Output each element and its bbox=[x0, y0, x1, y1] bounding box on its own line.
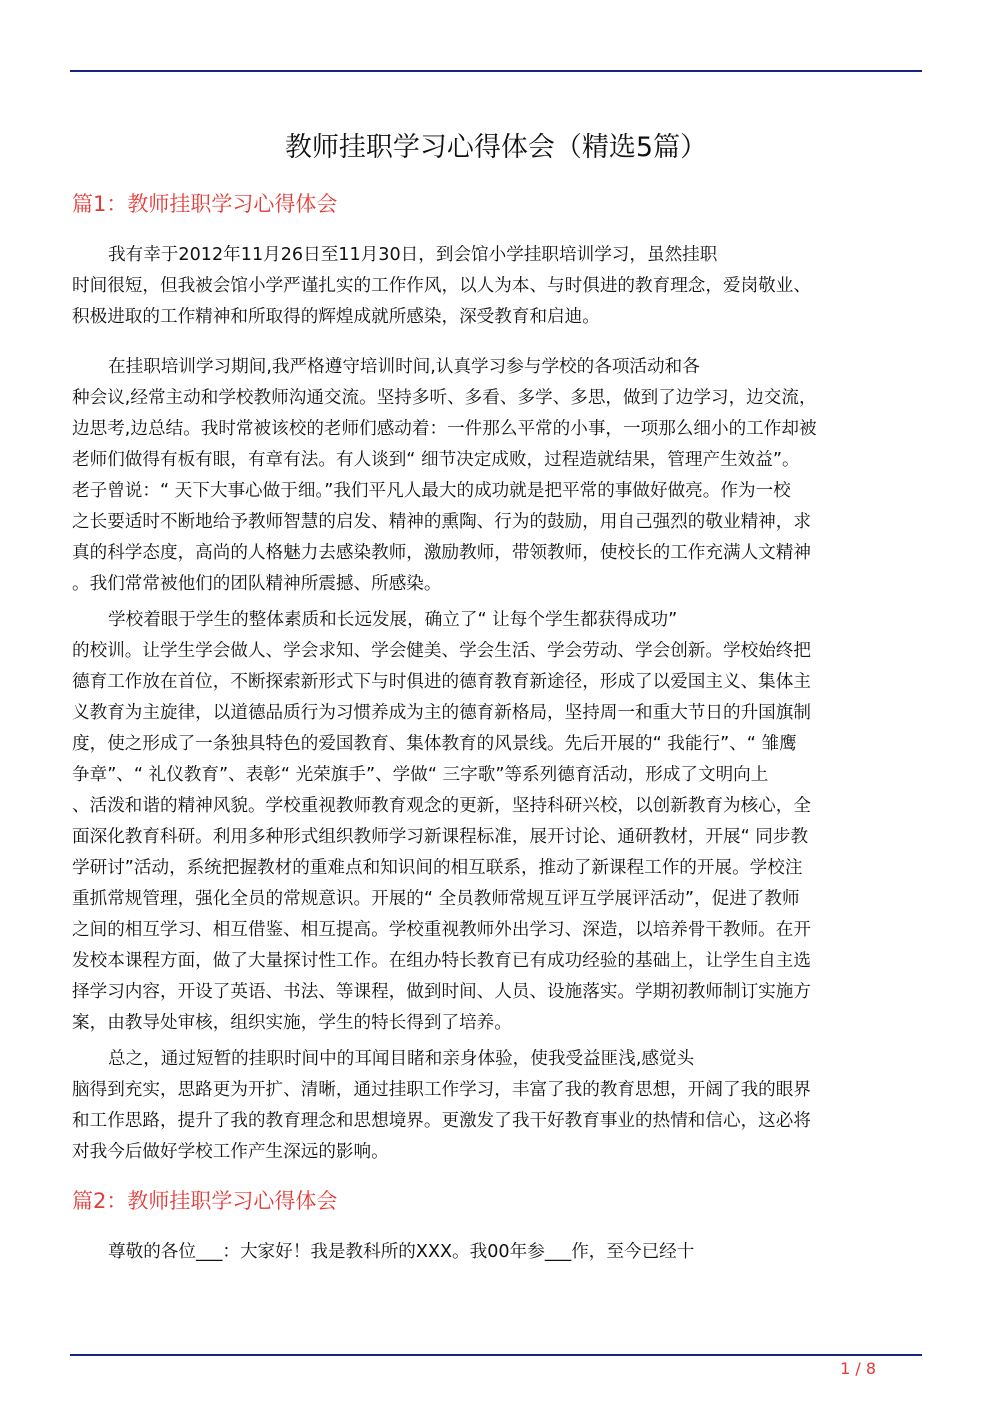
text-line: 我有幸于2012年11月26日至11月30日，到会馆小学挂职培训学习，虽然挂职 bbox=[108, 245, 718, 265]
text-line: 时间很短，但我被会馆小学严谨扎实的工作作风，以人为本、与时俱进的教育理念，爱岗敬业、 bbox=[72, 276, 811, 296]
text-line: 脑得到充实，思路更为开扩、清晰，通过挂职工作学习，丰富了我的教育思想，开阔了我的眼界 bbox=[72, 1080, 811, 1100]
text-line: 老子曾说：“ 天下大事心做于细。”我们平凡人最大的成功就是把平常的事做好做亮。作为一校 bbox=[72, 481, 791, 501]
text-line: 义教育为主旋律，以道德品质行为习惯养成为主的德育新格局，坚持周一和重大节日的升国旗制 bbox=[72, 703, 811, 723]
text-line: 总之，通过短暂的挂职时间中的耳闻目睹和亲身体验，使我受益匪浅,感觉头 bbox=[108, 1049, 695, 1069]
text-line: 边思考,边总结。我时常被该校的老师们感动着：一件那么平常的小事，一项那么细小的工作却被 bbox=[72, 419, 817, 439]
text-line: 之长要适时不断地给予教师智慧的启发、精神的熏陶、行为的鼓励，用自己强烈的敬业精神，求 bbox=[72, 512, 811, 532]
section-heading-1: 篇1：教师挂职学习心得体会 bbox=[72, 192, 338, 216]
text-line: 争章”、“ 礼仪教育”、表彰“ 光荣旗手”、学做“ 三字歌”等系列德育活动，形成了文明向上 bbox=[72, 765, 769, 785]
section-1-paragraph-4 bbox=[72, 1044, 918, 1168]
text-line: 老师们做得有板有眼，有章有法。有人谈到“ 细节决定成败，过程造就结果，管理产生效益”。 bbox=[72, 450, 800, 470]
text-line: 的校训。让学生学会做人、学会求知、学会健美、学会生活、学会劳动、学会创新。学校始终把 bbox=[72, 641, 811, 661]
text-line: 度，使之形成了一条独具特色的爱国教育、集体教育的风景线。先后开展的“ 我能行”、“ 雏鹰 bbox=[72, 734, 797, 754]
text-line: 。我们常常被他们的团队精神所震撼、所感染。 bbox=[72, 574, 442, 594]
text-line: 积极进取的工作精神和所取得的辉煌成就所感染，深受教育和启迪。 bbox=[72, 307, 600, 327]
text-line: 案，由教导处审核，组织实施，学生的特长得到了培养。 bbox=[72, 1013, 512, 1033]
text-line: 学研讨”活动，系统把握教材的重难点和知识间的相互联系，推动了新课程工作的开展。学校注 bbox=[72, 858, 803, 878]
text-line: 对我今后做好学校工作产生深远的影响。 bbox=[72, 1142, 389, 1162]
text-line: 在挂职培训学习期间,我严格遵守培训时间,认真学习参与学校的各项活动和各 bbox=[108, 357, 700, 377]
section-1-paragraph-1 bbox=[72, 240, 918, 333]
text-line: 和工作思路，提升了我的教育理念和思想境界。更激发了我干好教育事业的热情和信心，这必将 bbox=[72, 1111, 811, 1131]
text-line: 择学习内容，开设了英语、书法、等课程，做到时间、人员、设施落实。学期初教师制订实施方 bbox=[72, 982, 811, 1002]
text-line: 面深化教育科研。利用多种形式组织教师学习新课程标准，展开讨论、通研教材，开展“ 同步教 bbox=[72, 827, 809, 847]
section-1-paragraph-2 bbox=[72, 352, 918, 600]
section-2-paragraph-1 bbox=[72, 1237, 918, 1268]
section-1-paragraph-3 bbox=[72, 605, 918, 1039]
page-number: 1 / 8 bbox=[840, 1359, 876, 1378]
section-heading-2: 篇2：教师挂职学习心得体会 bbox=[72, 1189, 338, 1213]
text-line: 尊敬的各位___：大家好！我是教科所的XXX。我00年参___作，至今已经十 bbox=[108, 1242, 695, 1262]
document-title: 教师挂职学习心得体会（精选5篇） bbox=[284, 132, 708, 163]
text-line: 学校着眼于学生的整体素质和长远发展，确立了“ 让每个学生都获得成功” bbox=[108, 610, 678, 630]
text-line: 种会议,经常主动和学校教师沟通交流。坚持多听、多看、多学、多思，做到了边学习，边交流， bbox=[72, 388, 817, 408]
text-line: 之间的相互学习、相互借鉴、相互提高。学校重视教师外出学习、深造，以培养骨干教师。在开 bbox=[72, 920, 811, 940]
text-line: 、活泼和谐的精神风貌。学校重视教师教育观念的更新，坚持科研兴校，以创新教育为核心，全 bbox=[72, 796, 811, 816]
text-line: 真的科学态度，高尚的人格魅力去感染教师，激励教师，带领教师，使校长的工作充满人文精神 bbox=[72, 543, 811, 563]
text-line: 发校本课程方面，做了大量探讨性工作。在组办特长教育已有成功经验的基础上，让学生自主选 bbox=[72, 951, 811, 971]
top-rule bbox=[70, 70, 922, 72]
text-line: 重抓常规管理，强化全员的常规意识。开展的“ 全员教师常规互评互学展评活动”，促进了教师 bbox=[72, 889, 800, 909]
text-line: 德育工作放在首位，不断探索新形式下与时俱进的德育教育新途径，形成了以爱国主义、集体主 bbox=[72, 672, 811, 692]
bottom-rule bbox=[70, 1354, 922, 1356]
